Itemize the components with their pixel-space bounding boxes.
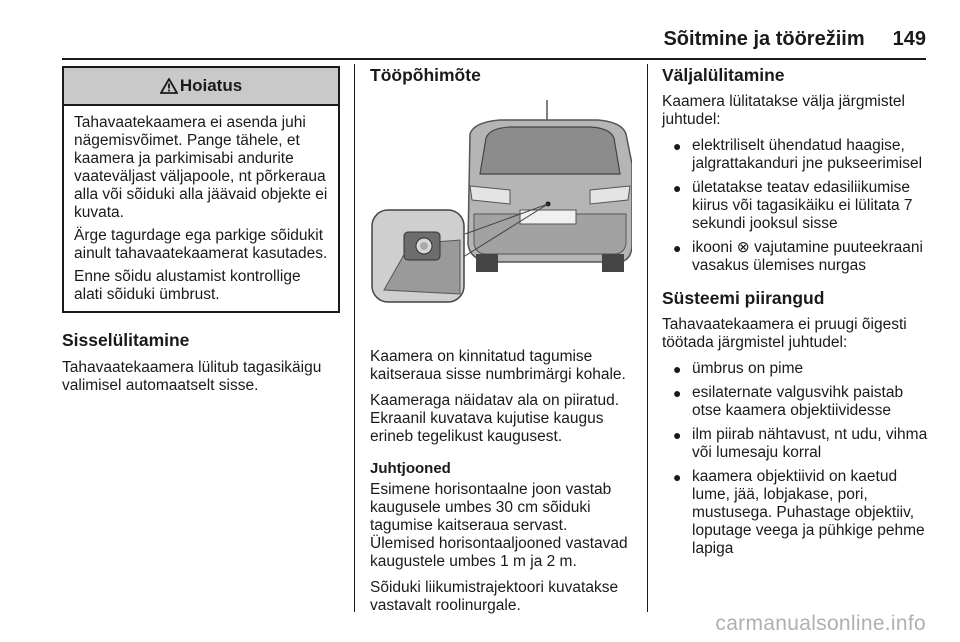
list-item: ● ümbrus on pime (673, 360, 804, 377)
sisselulitamine-text: Tahavaatekaamera lülitub tagasikäigu valimisel automaatselt sisse. (62, 359, 322, 394)
list-item: ● ikooni ⊗ vajutamine puuteekraani vasakus ülemises nurgas (673, 239, 923, 274)
section-title-toopohimote: Tööpõhimõte (370, 65, 481, 85)
list-item: ● ilm piirab nähtavust, nt udu, vihma või lumesaju korral (673, 426, 928, 461)
piirangud-list (662, 360, 928, 558)
juhtjooned-paragraph: Sõiduki liikumistrajektoori kuvatakse vastavalt roolinurgale. (370, 579, 619, 614)
warning-box (62, 66, 340, 313)
page-number: 149 (892, 28, 926, 50)
header-rule (62, 58, 926, 60)
section-title-piirangud: Süsteemi piirangud (662, 288, 825, 308)
list-item: ● ületatakse teatav edasiliikumise kiirus või tagasikäiku ei lülitata 7 sekundi jooksul sisse (673, 179, 913, 232)
column-divider-1 (354, 64, 355, 612)
warning-paragraph: Tahavaatekaamera ei asenda juhi nägemisvõimet. Pange tähele, et kaamera ja parkimisabi andurite vaateväljast väljapoole, nt põrkeraua alla või sõiduki alla jäävaid objekte ei kuvata. (74, 114, 328, 221)
warning-body (64, 106, 338, 311)
column-left (62, 64, 340, 395)
column-middle (370, 64, 632, 615)
warning-header (64, 68, 338, 106)
warning-title: Hoiatus (179, 76, 243, 95)
running-title: Sõitmine ja töörežiim (663, 28, 865, 50)
valjalulitamine-intro: Kaamera lülitatakse välja järgmistel juhtudel: (662, 93, 905, 128)
rear-car-illustration (370, 94, 632, 304)
list-item: ● elektriliselt ühendatud haagise, jalgrattakanduri jne pukseerimisel (673, 137, 923, 172)
column-right (662, 64, 928, 564)
column-divider-2 (647, 64, 648, 612)
watermark: carmanualsonline.info (715, 612, 926, 635)
warning-paragraph: Ärge tagurdage ega parkige sõidukit ainult tahavaatekaamerat kasutades. (74, 227, 328, 262)
page-header (62, 28, 926, 52)
rear-camera-figure (370, 94, 632, 304)
valjalulitamine-list (662, 137, 928, 275)
list-item: ● kaamera objektiivid on kaetud lume, jää, lobjakase, pori, mustusega. Puhastage objektiiv, loputage veega ja pühkige pehme lapiga (673, 468, 925, 557)
piirangud-intro: Tahavaatekaamera ei pruugi õigesti töötada järgmistel juhtudel: (662, 316, 907, 351)
warning-triangle-icon (160, 78, 178, 94)
subtitle-juhtjooned: Juhtjooned (370, 460, 451, 477)
juhtjooned-paragraph: Esimene horisontaalne joon vastab kaugusele umbes 30 cm sõiduki tagumise kaitseraua servast. Ülemised horisontaaljooned vastavad kaugustele umbes 1 m ja 2 m. (370, 481, 628, 570)
section-title-valjalulitamine: Väljalülitamine (662, 65, 785, 85)
toopohimote-paragraph: Kaameraga näidatav ala on piiratud. Ekraanil kuvatava kujutise kaugus erineb tegelikust kaugusest. (370, 392, 620, 445)
warning-paragraph: Enne sõidu alustamist kontrollige alati sõiduki ümbrust. (74, 268, 301, 303)
section-title-sisselulitamine: Sisselülitamine (62, 330, 190, 350)
toopohimote-paragraph: Kaamera on kinnitatud tagumise kaitseraua sisse numbrimärgi kohale. (370, 348, 626, 383)
list-item: ● esilaternate valgusvihk paistab otse kaamera objektiividesse (673, 384, 904, 419)
